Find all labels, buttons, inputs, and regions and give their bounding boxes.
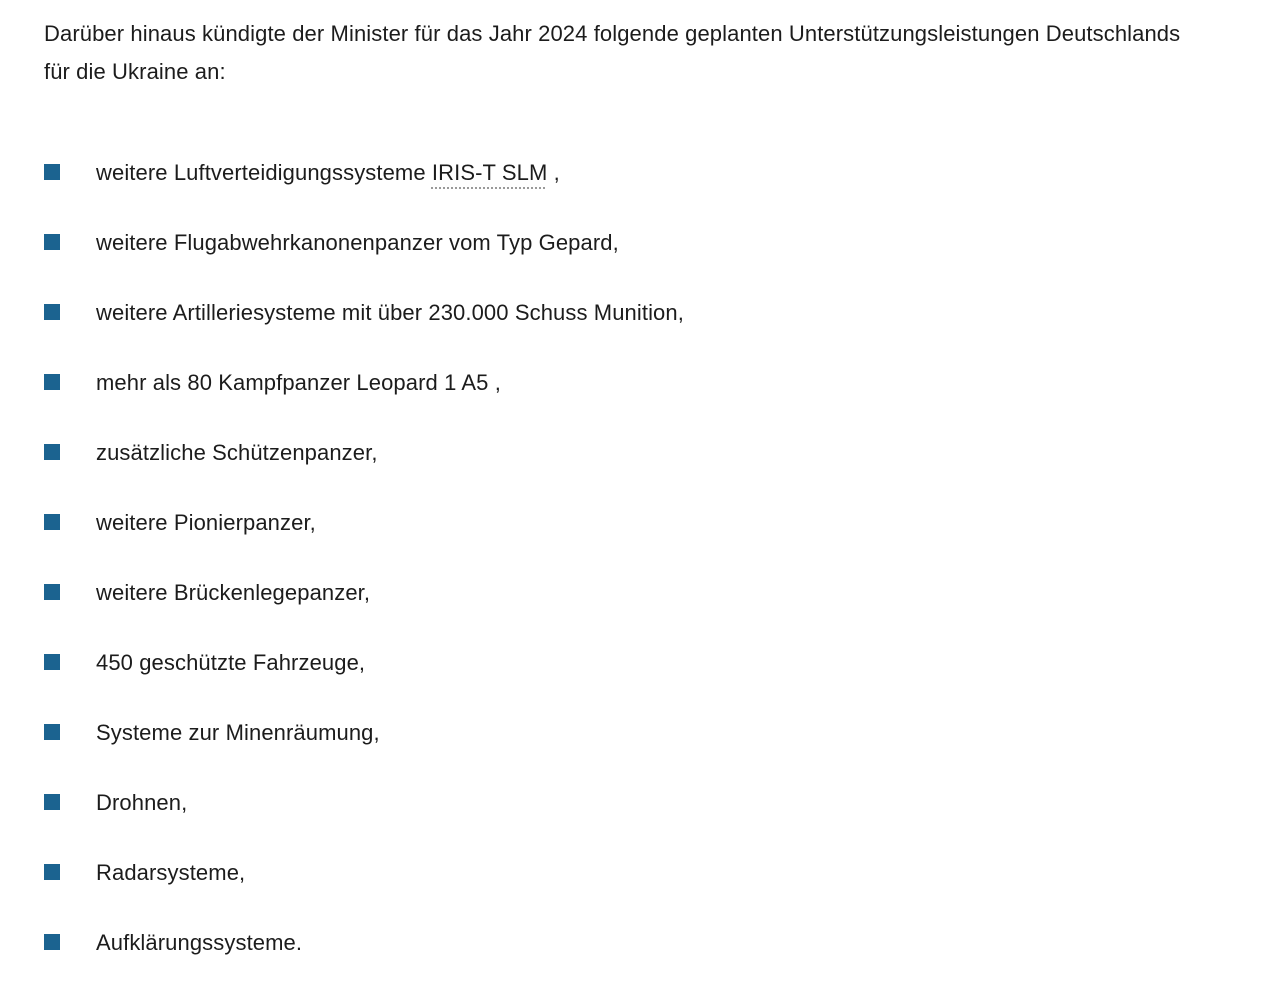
list-item-text: weitere Artilleriesysteme mit über 230.000 Schuss Munition, [96, 300, 684, 325]
bullet-square-icon [44, 724, 60, 740]
list-item-text: mehr als 80 Kampfpanzer Leopard 1 A5 , [96, 370, 501, 395]
bullet-square-icon [44, 234, 60, 250]
list-item-text: weitere Brückenlegepanzer, [96, 580, 371, 605]
glossary-term[interactable]: IRIS-T SLM [431, 160, 548, 185]
bullet-square-icon [44, 304, 60, 320]
bullet-square-icon [44, 164, 60, 180]
list-item [44, 159, 1236, 186]
list-item-text: Drohnen, [96, 790, 188, 815]
list-item-text: 450 geschützte Fahrzeuge, [96, 650, 366, 675]
list-item [44, 299, 1236, 326]
list-item [44, 789, 1236, 816]
list-item-text: weitere Flugabwehrkanonenpanzer vom Typ Gepard, [96, 230, 619, 255]
list-item [44, 579, 1236, 606]
list-item [44, 229, 1236, 256]
bullet-square-icon [44, 374, 60, 390]
bullet-square-icon [44, 864, 60, 880]
bullet-square-icon [44, 584, 60, 600]
bullet-square-icon [44, 444, 60, 460]
bullet-square-icon [44, 514, 60, 530]
list-item-text: zusätzliche Schützenpanzer, [96, 440, 378, 465]
list-item-text: weitere Pionierpanzer, [96, 510, 316, 535]
list-item [44, 719, 1236, 746]
list-item-text: Systeme zur Minenräumung, [96, 720, 380, 745]
list-item [44, 369, 1236, 396]
list-item-text: weitere Luftverteidigungssysteme IRIS-T SLM , [96, 160, 560, 185]
intro-paragraph: Darüber hinaus kündigte der Minister für das Jahr 2024 folgende geplanten Unterstützungsleistungen Deutschlands für die Ukraine an: [44, 21, 1181, 84]
bullet-square-icon [44, 654, 60, 670]
bullet-square-icon [44, 934, 60, 950]
list-item [44, 649, 1236, 676]
list-item [44, 439, 1236, 466]
list-item-text: Aufklärungssysteme. [96, 930, 303, 955]
list-item [44, 509, 1236, 536]
list-item [44, 859, 1236, 886]
list-item [44, 929, 1236, 956]
bullet-square-icon [44, 794, 60, 810]
support-list [44, 159, 1236, 956]
list-item-text: Radarsysteme, [96, 860, 246, 885]
